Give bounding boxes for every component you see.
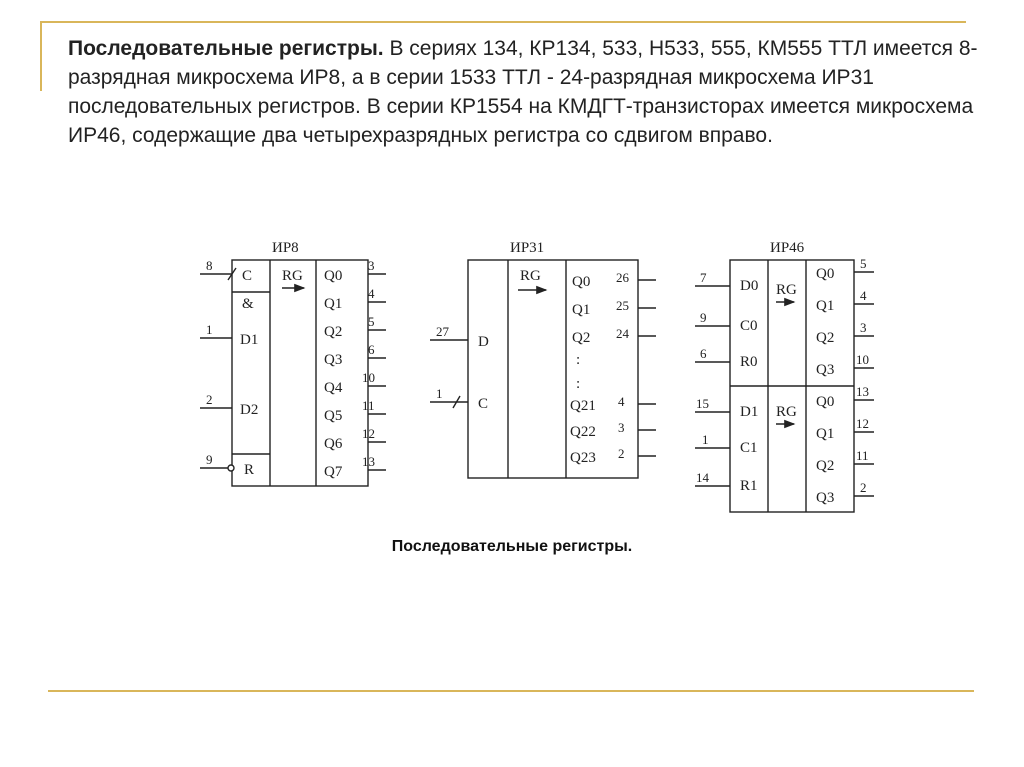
ir8-output-label: Q4 xyxy=(324,380,343,396)
ir8-input-label: D2 xyxy=(240,402,259,418)
bottom-rule xyxy=(48,690,974,692)
ir31-output-label: Q0 xyxy=(572,274,591,290)
ir31-output-label: Q2 xyxy=(572,330,591,346)
ir31-pin: 2 xyxy=(618,446,625,461)
ir8-input-label: & xyxy=(242,296,254,312)
slide-heading: Последовательные регистры. xyxy=(68,37,384,60)
ir31-pin: 25 xyxy=(616,298,629,313)
ir8-input-label: R xyxy=(244,462,255,478)
ir31-output-label: Q21 xyxy=(570,398,596,414)
ir8-pin: 1 xyxy=(206,322,213,337)
slide-body: В сериях 134, КР134, 533, Н533, 555, КМ555 ТТЛ имеется 8-разрядная микросхема ИР8, а в серии 1533 ТТЛ - 24-разрядная микросхема ИР31 последовательных регистров. В серии КР1554 на КМДГТ-транзисторах имеется микросхема ИР46, содержащие два четырехразрядных регистра со сдвигом вправо. xyxy=(68,37,978,147)
ir31-ellipsis: : xyxy=(576,352,581,368)
ir46-output-label: Q2 xyxy=(816,330,835,346)
ir31-pin: 26 xyxy=(616,270,629,285)
ir46-input-label: R0 xyxy=(740,354,758,370)
ir46-pin: 1 xyxy=(702,432,709,447)
ir46-rg: RG xyxy=(776,282,797,298)
ir46-output-label: Q0 xyxy=(816,394,835,410)
ir8-pin: 13 xyxy=(362,454,375,469)
ir46-input-label: C1 xyxy=(740,440,758,456)
ir46-input-label: D0 xyxy=(740,278,759,294)
ir46-pin: 11 xyxy=(856,448,869,463)
ir8-pin: 4 xyxy=(368,286,375,301)
ir8-pin: 6 xyxy=(368,342,375,357)
ir8-pin: 8 xyxy=(206,258,213,273)
ir46-output-label: Q2 xyxy=(816,458,835,474)
ir46-pin: 7 xyxy=(700,270,707,285)
ir8-output-label: Q7 xyxy=(324,464,343,480)
ir46-pin: 15 xyxy=(696,396,709,411)
ir46-pin: 5 xyxy=(860,256,867,271)
register-diagram-svg xyxy=(190,230,910,530)
ir46-pin: 12 xyxy=(856,416,869,431)
ir8-output-label: Q1 xyxy=(324,296,343,312)
ir31-body xyxy=(468,260,638,478)
ir46-output-label: Q1 xyxy=(816,426,835,442)
ir46-rg: RG xyxy=(776,404,797,420)
ir46-title: ИР46 xyxy=(770,240,805,256)
ir31-rg: RG xyxy=(520,268,541,284)
ir31-pin: 24 xyxy=(616,326,629,341)
register-diagram xyxy=(190,230,910,530)
ir31-ellipsis: : xyxy=(576,376,581,392)
ir8-pin: 11 xyxy=(362,398,375,413)
ir31-output-label: Q23 xyxy=(570,450,596,466)
ir31-output-label: Q22 xyxy=(570,424,596,440)
ir31-title: ИР31 xyxy=(510,240,545,256)
ir8-output-label: Q5 xyxy=(324,408,343,424)
ir46-pin: 9 xyxy=(700,310,707,325)
ir46-pin: 4 xyxy=(860,288,867,303)
ir8-output-label: Q3 xyxy=(324,352,343,368)
ir8-output-label: Q6 xyxy=(324,436,343,452)
ir46-input-label: D1 xyxy=(740,404,759,420)
ir8-pin: 9 xyxy=(206,452,213,467)
ir8-input-label: C xyxy=(242,268,253,284)
ir46-pin: 3 xyxy=(860,320,867,335)
top-rule xyxy=(40,21,966,23)
ir46-pin: 14 xyxy=(696,470,709,485)
ir8-pin: 2 xyxy=(206,392,213,407)
ir8-rg: RG xyxy=(282,268,303,284)
ir46-input-label: C0 xyxy=(740,318,758,334)
ir8-pin: 3 xyxy=(368,258,375,273)
ir8-input-label: D1 xyxy=(240,332,259,348)
ir31-pin: 3 xyxy=(618,420,625,435)
figure-caption: Последовательные регистры. xyxy=(391,538,633,555)
ir8-output-label: Q2 xyxy=(324,324,343,340)
ir46-pin: 2 xyxy=(860,480,867,495)
ir46-output-label: Q3 xyxy=(816,490,835,506)
ir31-pin: 4 xyxy=(618,394,625,409)
ir31-input-label: D xyxy=(478,334,489,350)
left-rule xyxy=(40,21,42,91)
ir46-output-label: Q1 xyxy=(816,298,835,314)
ir46-pin: 13 xyxy=(856,384,869,399)
ir46-output-label: Q0 xyxy=(816,266,835,282)
ir8-body xyxy=(232,260,368,486)
ir31-input-label: C xyxy=(478,396,489,412)
ir8-output-label: Q0 xyxy=(324,268,343,284)
ir8-pin: 12 xyxy=(362,426,375,441)
ir46-input-label: R1 xyxy=(740,478,758,494)
ir46-pin: 6 xyxy=(700,346,707,361)
ir8-pin: 10 xyxy=(362,370,375,385)
ir31-output-label: Q1 xyxy=(572,302,591,318)
ir31-pin: 27 xyxy=(436,324,449,339)
ir8-pin: 5 xyxy=(368,314,375,329)
ir8-title: ИР8 xyxy=(272,240,299,256)
ir46-pin: 10 xyxy=(856,352,869,367)
ir31-pin: 1 xyxy=(436,386,443,401)
ir46-output-label: Q3 xyxy=(816,362,835,378)
slide-paragraph xyxy=(68,34,1008,150)
